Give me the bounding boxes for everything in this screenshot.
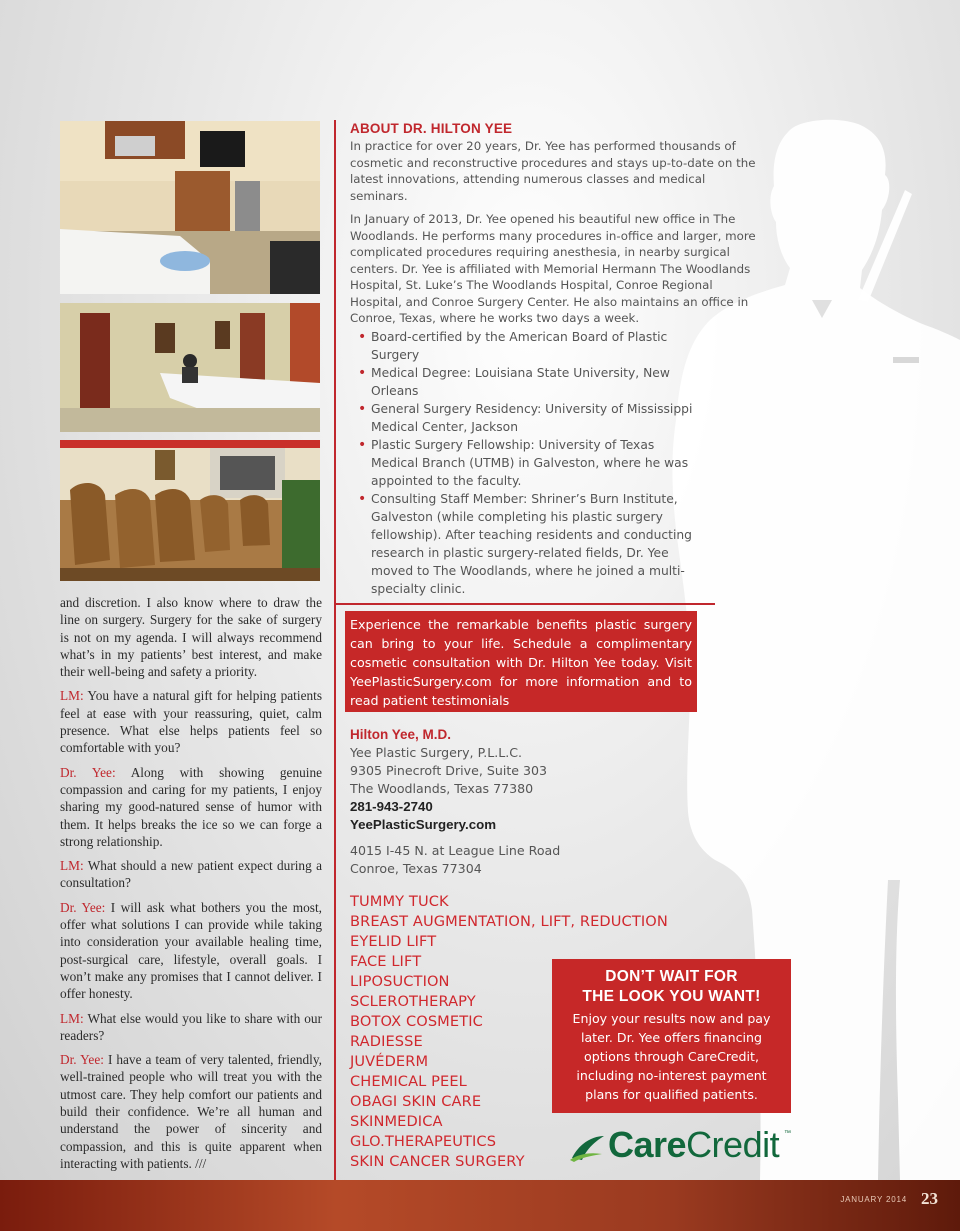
interview-line: Along with showing genuine compassion and caring for my patients, I enjoy sharing my good-natured sense of humor with them. It helps breaks the ice so we can forge a strong relationship. bbox=[60, 764, 322, 849]
practice-name: Yee Plastic Surgery, P.L.L.C. bbox=[350, 745, 523, 760]
column-divider bbox=[334, 120, 336, 1180]
service-item: GLO.THERAPEUTICS bbox=[350, 1133, 497, 1150]
credentials-list bbox=[358, 328, 703, 598]
section-divider bbox=[336, 603, 715, 605]
about-paragraph-text: In January of 2013, Dr. Yee opened his beautiful new office in The Woodlands. He performs many procedures in-office and larger, more complicated procedures requiring anesthesia, in nearby surgical centers. Dr. Yee is affiliated with Memorial Hermann The Woodlands Hospital, St. Luke’s The Woodlands Hospital, Conroe Regional Hospital, and Conroe Surgery Center. bbox=[350, 212, 756, 309]
about-section bbox=[350, 138, 756, 334]
speaker-label: LM: bbox=[60, 858, 84, 874]
footer-bar bbox=[0, 1180, 960, 1231]
financing-heading: THE LOOK YOU WANT! bbox=[582, 988, 761, 1005]
interview-line: You have a natural gift for helping patients feel at ease with your reassuring, quiet, calm presence. What else helps patients feel so comfortable with you? bbox=[60, 688, 322, 756]
speaker-label: Dr. Yee: bbox=[60, 899, 106, 915]
service-item: OBAGI SKIN CARE bbox=[350, 1093, 482, 1110]
phone-number[interactable]: 281-943-2740 bbox=[350, 799, 433, 814]
service-item: SCLEROTHERAPY bbox=[350, 993, 476, 1010]
credential-item: • Medical Degree: Louisiana State University, New Orleans bbox=[358, 364, 703, 400]
service-item: EYELID LIFT bbox=[350, 933, 437, 950]
carecredit-swoosh-icon bbox=[570, 1132, 606, 1162]
speaker-label: Dr. Yee: bbox=[60, 764, 116, 780]
financing-callout bbox=[552, 959, 791, 1113]
interview-question bbox=[60, 1010, 322, 1045]
doctor-name: Hilton Yee, M.D. bbox=[350, 727, 452, 742]
about-paragraph-text: He also maintains an office in Conroe, Texas, where he works two days a week. bbox=[350, 294, 749, 325]
speaker-label: Dr. Yee: bbox=[60, 1052, 104, 1068]
service-item: RADIESSE bbox=[350, 1033, 423, 1050]
credential-item: • General Surgery Residency: University of Mississippi Medical Center, Jackson bbox=[358, 400, 703, 436]
consultation-callout: Experience the remarkable benefits plastic surgery can bring to your life. Schedule a complimentary cosmetic consultation with Dr. Hilton Yee today. Visit YeePlasticSurgery.com for more information and to read patient testimonials bbox=[345, 611, 697, 712]
credential-item: • Consulting Staff Member: Shriner’s Burn Institute, Galveston (while completing his plastic surgery fellowship). After teaching residents and conducting research in plastic surgery-related fields, Dr. Yee moved to The Woodlands, where he joined a multi-specialty clinic. bbox=[358, 490, 703, 598]
about-paragraph: In practice for over 20 years, Dr. Yee has performed thousands of cosmetic and reconstructive procedures and stays up-to-date on the latest innovations, attending numerous classes and medical seminars. bbox=[350, 139, 756, 203]
service-item: TUMMY TUCK bbox=[350, 893, 449, 910]
trademark: ™ bbox=[784, 1130, 791, 1137]
service-item: JUVÉDERM bbox=[350, 1053, 429, 1070]
interview-line: I will ask what bothers you the most, offer what solutions I can provide while taking into consideration your available healing time, post-surgical care, lifestyle, overall goals. I won’t make any promises that I cannot deliver. I offer honesty. bbox=[60, 899, 322, 1002]
city-line: Conroe, Texas 77304 bbox=[350, 861, 482, 876]
interview-question bbox=[60, 687, 322, 756]
page-number: 23 bbox=[921, 1189, 938, 1208]
interview-answer bbox=[60, 764, 322, 850]
carecredit-logo bbox=[570, 1126, 795, 1170]
address-line: 9305 Pinecroft Drive, Suite 303 bbox=[350, 763, 548, 778]
service-item: SKINMEDICA bbox=[350, 1113, 443, 1130]
credential-item: • Board-certified by the American Board of Plastic Surgery bbox=[358, 328, 703, 364]
contact-block bbox=[350, 726, 650, 878]
city-line: The Woodlands, Texas 77380 bbox=[350, 781, 534, 796]
speaker-label: LM: bbox=[60, 1010, 84, 1026]
interview-intro: and discretion. I also know where to draw the line on surgery. Surgery for the sake of surgery is not on my agenda. I will always recommend what’s in my patients’ best interest, and make their well-being and safety a priority. bbox=[60, 595, 322, 680]
service-item: LIPOSUCTION bbox=[350, 973, 450, 990]
website-link[interactable]: YeePlasticSurgery.com bbox=[350, 817, 497, 832]
exam-room-photo bbox=[60, 121, 320, 294]
interview-text bbox=[60, 594, 322, 1179]
financing-text: Enjoy your results now and pay later. Dr. Yee offers financing options through CareCredit, including no-interest payment plans for qualified patients. bbox=[572, 1011, 771, 1102]
interview-line: I have a team of very talented, friendly, well-trained people who will treat you with the utmost care. They help comfort our patients and build their confidence. We’re all human and understand the power of sincerity and compassion, and this is quite apparent when interacting with patients. /// bbox=[60, 1052, 322, 1171]
interview-line: What should a new patient expect during a consultation? bbox=[60, 858, 322, 891]
interview-question bbox=[60, 857, 322, 892]
interview-answer bbox=[60, 899, 322, 1003]
about-paragraph bbox=[350, 211, 756, 327]
interview-answer bbox=[60, 1051, 322, 1172]
speaker-label: LM: bbox=[60, 688, 84, 704]
service-item: CHEMICAL PEEL bbox=[350, 1073, 467, 1090]
waiting-room-photo bbox=[60, 440, 320, 581]
carecredit-credit: Credit bbox=[686, 1124, 780, 1165]
credential-item: • Plastic Surgery Fellowship: University of Texas Medical Branch (UTMB) in Galveston, where he was appointed to the faculty. bbox=[358, 436, 703, 490]
interview-line: What else would you like to share with our readers? bbox=[60, 1010, 322, 1043]
about-heading: ABOUT DR. HILTON YEE bbox=[350, 121, 513, 136]
service-item: SKIN CANCER SURGERY bbox=[350, 1153, 525, 1170]
service-item: BOTOX COSMETIC bbox=[350, 1013, 483, 1030]
financing-heading: DON’T WAIT FOR bbox=[605, 968, 738, 985]
issue-date: JANUARY 2014 bbox=[840, 1195, 907, 1204]
service-item: FACE LIFT bbox=[350, 953, 422, 970]
reception-photo bbox=[60, 303, 320, 432]
carecredit-care: Care bbox=[608, 1124, 687, 1165]
service-item: BREAST AUGMENTATION, LIFT, REDUCTION bbox=[350, 913, 668, 930]
address-line: 4015 I-45 N. at League Line Road bbox=[350, 843, 561, 858]
